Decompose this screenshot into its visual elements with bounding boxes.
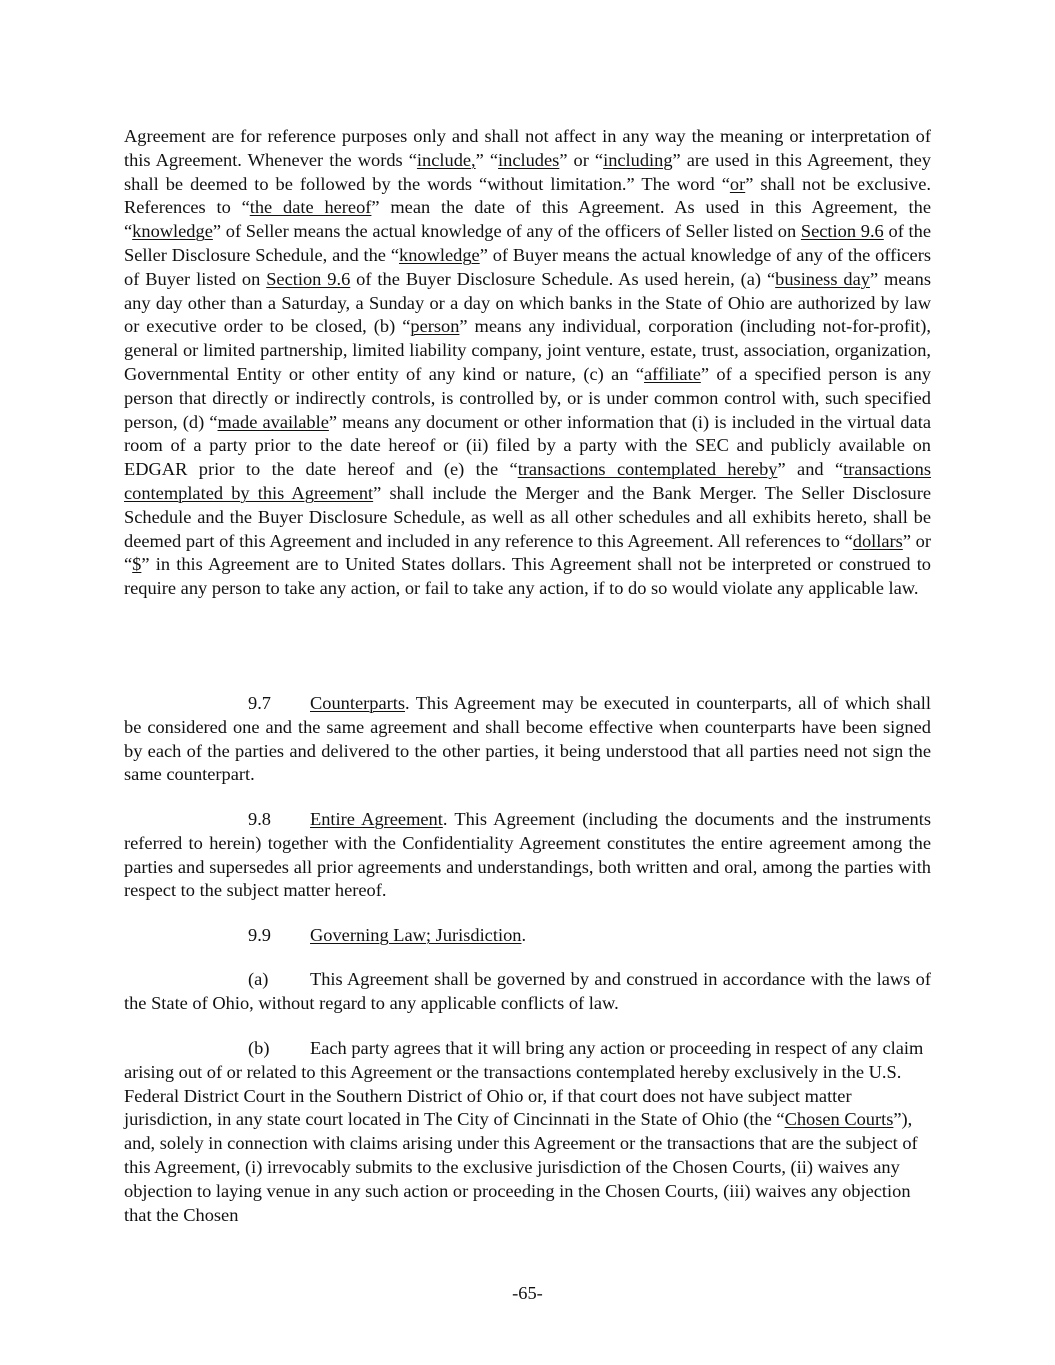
section-reference: Section 9.6 xyxy=(800,221,884,242)
section-9-8-entire-agreement xyxy=(124,808,931,903)
subsection-text: Each party agrees that it will bring any action or proceeding in respect of any claim arising out of or related to this Agreement or the transactions contemplated hereby exclusively in the U.S. Federal District Court in the Southern District of Ohio or, if that court does not have subject matter jurisdiction, in any state court located in The City of Cincinnati in the State of Ohio (the “ xyxy=(124,1038,924,1130)
text-run: ” of a specified person is any person that directly or indirectly controls, is controlled by, or is under common control with, such specified person, (d) “ xyxy=(124,363,931,432)
defined-term: Chosen Courts xyxy=(784,1109,894,1130)
section-text: . This Agreement (including the documents and the instruments referred to herein) together with the Confidentiality Agreement constitutes the entire agreement among the parties and supersedes all prior agreements and understandings, both written and oral, among the parties with respect to the subject matter hereof. xyxy=(124,809,931,901)
text-run: ” or “ xyxy=(559,149,604,170)
section-number: 9.9 xyxy=(248,925,271,945)
defined-term: dollars xyxy=(852,530,903,551)
text-run: ” or “ xyxy=(124,530,931,575)
section-9-7-counterparts xyxy=(124,692,931,787)
text-run: Agreement are for reference purposes only and shall not affect in any way the meaning or interpretation of this Agreement. Whenever the words “ xyxy=(124,126,931,170)
text-run: ” in this Agreement are to United States dollars. This Agreement shall not be interpreted or construed to require any person to take any action, or fail to take any action, if to do so would violate any applicable law. xyxy=(124,554,931,599)
section-number: 9.7 xyxy=(248,693,271,713)
subsection-label: (b) xyxy=(248,1038,270,1058)
defined-term: transactions contemplated by this Agreement xyxy=(124,459,932,503)
page-number: -65- xyxy=(512,1283,543,1303)
text-run: ” means any document or other information that (i) is included in the virtual data room of a party prior to the date hereof or (ii) filed by a party with the SEC and publicly available on EDGAR prior to the date hereof and (e) the “ xyxy=(124,411,931,480)
text-run: ” of Seller means the actual knowledge of any of the officers of Seller listed on xyxy=(212,221,801,242)
defined-term: include, xyxy=(416,149,476,170)
section-heading: Entire Agreement xyxy=(310,809,443,829)
text-run: . xyxy=(521,925,527,945)
defined-term: the date hereof xyxy=(249,197,372,218)
defined-term: person xyxy=(410,316,460,337)
text-run: ” shall include the Merger and the Bank Merger. The Seller Disclosure Schedule and the Buyer Disclosure Schedule, as well as all other schedules and all exhibits hereto, shall be deemed part of this Agreement and included in any reference to this Agreement. All references to “ xyxy=(124,482,931,551)
defined-term: transactions contemplated hereby xyxy=(517,459,778,480)
text-run: ” mean the date of this Agreement. As used in this Agreement, the “ xyxy=(124,197,932,242)
text-run: ” of Buyer means the actual knowledge of any of the officers of Buyer listed on xyxy=(124,244,931,289)
text-run: of the Seller Disclosure Schedule, and the “ xyxy=(124,221,932,265)
defined-term: includes xyxy=(498,149,560,170)
text-run: ” and “ xyxy=(777,459,844,480)
section-9-9-a xyxy=(124,968,931,1016)
section-heading: Governing Law; Jurisdiction xyxy=(310,925,522,945)
subsection-text: This Agreement shall be governed by and construed in accordance with the laws of the State of Ohio, without regard to any applicable conflicts of law. xyxy=(124,969,931,1013)
section-text: . This Agreement may be executed in counterparts, all of which shall be considered one and the same agreement and shall become effective when counterparts have been signed by each of the parties and delivered to the other parties, it being understood that all parties need not sign the same counterpart. xyxy=(124,693,931,785)
text-run: ” shall not be exclusive. References to “ xyxy=(124,173,931,218)
text-run: ” means any individual, corporation (including not-for-profit), general or limited partnership, limited liability company, joint venture, estate, trust, association, organization, Governmental Entity or other entity of any kind or nature, (c) an “ xyxy=(124,316,931,384)
section-heading: Counterparts xyxy=(310,693,405,713)
defined-term: made available xyxy=(217,411,329,432)
defined-term: including xyxy=(603,149,673,170)
defined-term: affiliate xyxy=(644,363,701,384)
defined-term: $ xyxy=(132,554,142,575)
subsection-text: ”), and, solely in connection with claims arising under this Agreement or the transactions that are the subject of this Agreement, (i) irrevocably submits to the exclusive jurisdiction of the Chosen Courts, (ii) waives any objection to laying venue in any such action or proceeding in the Chosen Courts, (iii) waives any objection that the Chosen xyxy=(124,1109,918,1225)
text-run: of the Buyer Disclosure Schedule. As used herein, (a) “ xyxy=(350,268,776,289)
section-reference: Section 9.6 xyxy=(266,268,351,289)
section-number: 9.8 xyxy=(248,809,271,829)
text-run: ” are used in this Agreement, they shall be deemed to be followed by the words “without limitation.” The word “ xyxy=(124,149,931,194)
subsection-label: (a) xyxy=(248,969,269,989)
text-run: ” “ xyxy=(475,149,499,170)
defined-term: or xyxy=(729,173,746,194)
definitions-paragraph xyxy=(124,125,931,601)
defined-term: knowledge xyxy=(132,221,213,242)
section-9-9-b xyxy=(124,1037,931,1227)
text-run: ” means any day other than a Saturday, a Sunday or a day on which banks in the State of Ohio are authorized by law or executive order to be closed, (b) “ xyxy=(124,268,932,337)
defined-term: knowledge xyxy=(399,244,480,265)
section-9-9-governing-law xyxy=(124,924,931,948)
defined-term: business day xyxy=(775,268,870,289)
